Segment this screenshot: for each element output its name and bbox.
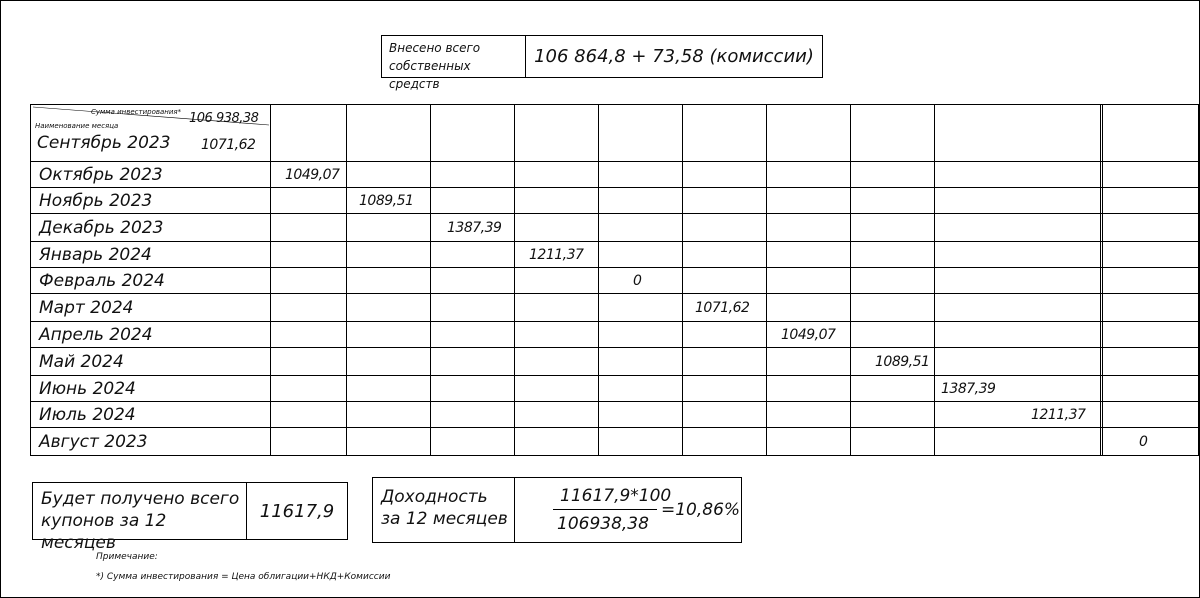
- coupon-value: 1071,62: [695, 299, 750, 316]
- grid-cell: [599, 242, 683, 268]
- grid-cell: [515, 402, 599, 428]
- grid-cell: [1103, 376, 1199, 402]
- grid-cell: [1103, 428, 1199, 456]
- grid-cell: [935, 348, 1101, 376]
- grid-cell: [935, 268, 1101, 294]
- table-row: [31, 294, 1199, 322]
- grid-cell: [851, 268, 935, 294]
- month-label: Сентябрь 2023: [37, 133, 171, 153]
- table-row: [31, 322, 1199, 348]
- grid-cell: [515, 214, 599, 242]
- grid-cell: [271, 402, 347, 428]
- grid-cell: [767, 214, 851, 242]
- grid-cell: [271, 242, 347, 268]
- grid-cell: [431, 294, 515, 322]
- grid-cell: [851, 188, 935, 214]
- grid-cell: [599, 294, 683, 322]
- month-label: Август 2023: [31, 428, 271, 456]
- grid-cell: [851, 322, 935, 348]
- grid-cell: [935, 428, 1101, 456]
- grid-cell: [851, 214, 935, 242]
- grid-cell: [1103, 268, 1199, 294]
- grid-cell: [347, 348, 431, 376]
- coupon-value: 1211,37: [529, 246, 584, 263]
- grid-cell: [271, 428, 347, 456]
- grid-cell: [347, 105, 431, 162]
- grid-cell: [431, 402, 515, 428]
- grid-cell: [767, 105, 851, 162]
- yield-label: [373, 478, 515, 542]
- grid-cell: [599, 214, 683, 242]
- grid-cell: [1103, 188, 1199, 214]
- grid-cell: [851, 242, 935, 268]
- grid-cell: [935, 188, 1101, 214]
- grid-cell: [515, 294, 599, 322]
- grid-cell: [347, 162, 431, 188]
- coupon-value: 1387,39: [447, 219, 502, 236]
- grid-cell: [599, 402, 683, 428]
- grid-cell: [851, 105, 935, 162]
- grid-cell: [935, 105, 1101, 162]
- grid-cell: [515, 348, 599, 376]
- grid-cell: [271, 214, 347, 242]
- coupon-value: 1387,39: [941, 380, 996, 397]
- coupons-total-label-line2: купонов за 12 месяцев: [41, 511, 167, 553]
- grid-cell: [683, 322, 767, 348]
- grid-cell: [935, 322, 1101, 348]
- grid-cell: [515, 105, 599, 162]
- month-label: Июнь 2024: [31, 376, 271, 402]
- grid-cell: [347, 402, 431, 428]
- grid-cell: [683, 376, 767, 402]
- grid-cell: [683, 268, 767, 294]
- grid-cell: [935, 294, 1101, 322]
- grid-cell: [1103, 214, 1199, 242]
- grid-cell: [683, 294, 767, 322]
- grid-cell: [1103, 105, 1199, 162]
- grid-cell: [431, 428, 515, 456]
- grid-cell: [935, 214, 1101, 242]
- coupon-value: 0: [1139, 433, 1148, 450]
- grid-cell: [431, 322, 515, 348]
- table-row: [31, 376, 1199, 402]
- coupon-value: 1089,51: [359, 192, 414, 209]
- grid-cell: [271, 322, 347, 348]
- grid-cell: [431, 242, 515, 268]
- grid-cell: [1103, 294, 1199, 322]
- grid-cell: [347, 376, 431, 402]
- grid-cell: [935, 242, 1101, 268]
- grid-cell: [271, 188, 347, 214]
- table-row: [31, 214, 1199, 242]
- grid-cell: [599, 376, 683, 402]
- month-label: Январь 2024: [31, 242, 271, 268]
- grid-cell: [1103, 402, 1199, 428]
- month-label: Февраль 2024: [31, 268, 271, 294]
- coupons-total-label-line1: Будет получено всего: [41, 489, 240, 509]
- grid-cell: [767, 294, 851, 322]
- grid-cell: [683, 348, 767, 376]
- table-row: [31, 188, 1199, 214]
- grid-cell: [767, 162, 851, 188]
- coupons-total-value: 11617,9: [259, 500, 335, 522]
- grid-cell: [347, 268, 431, 294]
- month-label: Апрель 2024: [31, 322, 271, 348]
- invested-label: [382, 36, 526, 91]
- grid-cell: [935, 162, 1101, 188]
- grid-cell: [683, 428, 767, 456]
- yield-result: =10,86%: [661, 500, 741, 520]
- grid-cell: [599, 268, 683, 294]
- grid-cell: [767, 428, 851, 456]
- grid-cell: [767, 402, 851, 428]
- grid-cell: [347, 428, 431, 456]
- yield-formula: [515, 478, 741, 542]
- invested-label-line2: собственных средств: [389, 59, 471, 91]
- grid-cell: [1103, 162, 1199, 188]
- fraction-bar: [553, 509, 657, 510]
- grid-cell: [431, 376, 515, 402]
- grid-cell: [683, 242, 767, 268]
- grid-cell: [347, 188, 431, 214]
- table-row: [31, 162, 1199, 188]
- yield-numerator: 11617,9*100: [560, 486, 672, 506]
- grid-cell: [851, 428, 935, 456]
- coupons-total-box: [32, 482, 348, 553]
- grid-cell: [683, 402, 767, 428]
- table-row: [31, 242, 1199, 268]
- month-label: Ноябрь 2023: [31, 188, 271, 214]
- month-label: Май 2024: [31, 348, 271, 376]
- yield-label-line1: Доходность: [381, 487, 488, 507]
- grid-cell: [347, 322, 431, 348]
- table-row: [31, 428, 1199, 456]
- grid-cell: [347, 294, 431, 322]
- coupon-value: 1211,37: [1031, 406, 1086, 423]
- grid-cell: [431, 268, 515, 294]
- coupon-value: 1071,62: [201, 137, 256, 153]
- grid-cell: [599, 322, 683, 348]
- grid-cell: [515, 428, 599, 456]
- note-text: *) Сумма инвестирования = Цена облигации+НКД+Комиссии: [96, 572, 391, 582]
- grid-cell: [271, 105, 347, 162]
- grid-cell: [851, 376, 935, 402]
- grid-cell: [683, 105, 767, 162]
- grid-cell: [431, 188, 515, 214]
- grid-cell: [347, 214, 431, 242]
- grid-cell: [515, 242, 599, 268]
- yield-denominator: 106938,38: [557, 514, 649, 534]
- grid-cell: [851, 402, 935, 428]
- grid-cell: [1103, 348, 1199, 376]
- grid-cell: [1103, 242, 1199, 268]
- grid-cell: [515, 162, 599, 188]
- grid-cell: [599, 428, 683, 456]
- grid-cell: [431, 214, 515, 242]
- grid-cell: [431, 162, 515, 188]
- grid-cell: [271, 348, 347, 376]
- yield-box: [372, 477, 742, 543]
- investment-sum-label: Сумма инвестирования*: [91, 108, 182, 116]
- grid-cell: [935, 376, 1101, 402]
- grid-cell: [767, 188, 851, 214]
- grid-cell: [431, 348, 515, 376]
- coupons-total-label: [33, 483, 247, 553]
- table-row: [31, 268, 1199, 294]
- grid-cell: [431, 105, 515, 162]
- grid-cell: [683, 214, 767, 242]
- grid-cell: [599, 188, 683, 214]
- note-title: Примечание:: [96, 552, 158, 562]
- month-label: Март 2024: [31, 294, 271, 322]
- grid-cell: [935, 402, 1101, 428]
- grid-cell: [271, 294, 347, 322]
- grid-cell: [515, 322, 599, 348]
- grid-cell: [347, 242, 431, 268]
- invested-summary-box: [381, 35, 823, 91]
- header-cell: [31, 105, 271, 162]
- yield-label-line2: за 12 месяцев: [381, 509, 508, 529]
- investment-sum-value: 106 938,38: [189, 111, 259, 126]
- grid-cell: [851, 162, 935, 188]
- grid-cell: [683, 162, 767, 188]
- grid-cell: [515, 188, 599, 214]
- grid-cell: [515, 268, 599, 294]
- grid-cell: [767, 322, 851, 348]
- grid-cell: [599, 348, 683, 376]
- header-row: [31, 105, 1199, 162]
- grid-cell: [851, 348, 935, 376]
- coupon-value: 0: [633, 272, 642, 289]
- coupon-schedule-table: [30, 104, 1199, 456]
- table-row: [31, 402, 1199, 428]
- grid-cell: [767, 268, 851, 294]
- grid-cell: [851, 294, 935, 322]
- grid-cell: [767, 376, 851, 402]
- grid-cell: [515, 376, 599, 402]
- table-row: [31, 348, 1199, 376]
- grid-cell: [767, 242, 851, 268]
- grid-cell: [271, 162, 347, 188]
- coupon-value: 1049,07: [285, 166, 340, 183]
- grid-cell: [271, 376, 347, 402]
- month-label: Октябрь 2023: [31, 162, 271, 188]
- invested-label-line1: Внесено всего: [389, 41, 481, 55]
- grid-cell: [599, 105, 683, 162]
- grid-cell: [767, 348, 851, 376]
- grid-cell: [599, 162, 683, 188]
- grid-cell: [683, 188, 767, 214]
- coupon-value: 1089,51: [875, 353, 930, 370]
- month-name-label: Наименование месяца: [35, 122, 119, 130]
- coupon-value: 1049,07: [781, 326, 836, 343]
- month-label: Декабрь 2023: [31, 214, 271, 242]
- grid-cell: [1103, 322, 1199, 348]
- grid-cell: [271, 268, 347, 294]
- month-label: Июль 2024: [31, 402, 271, 428]
- invested-value: 106 864,8 + 73,58 (комиссии): [534, 46, 814, 67]
